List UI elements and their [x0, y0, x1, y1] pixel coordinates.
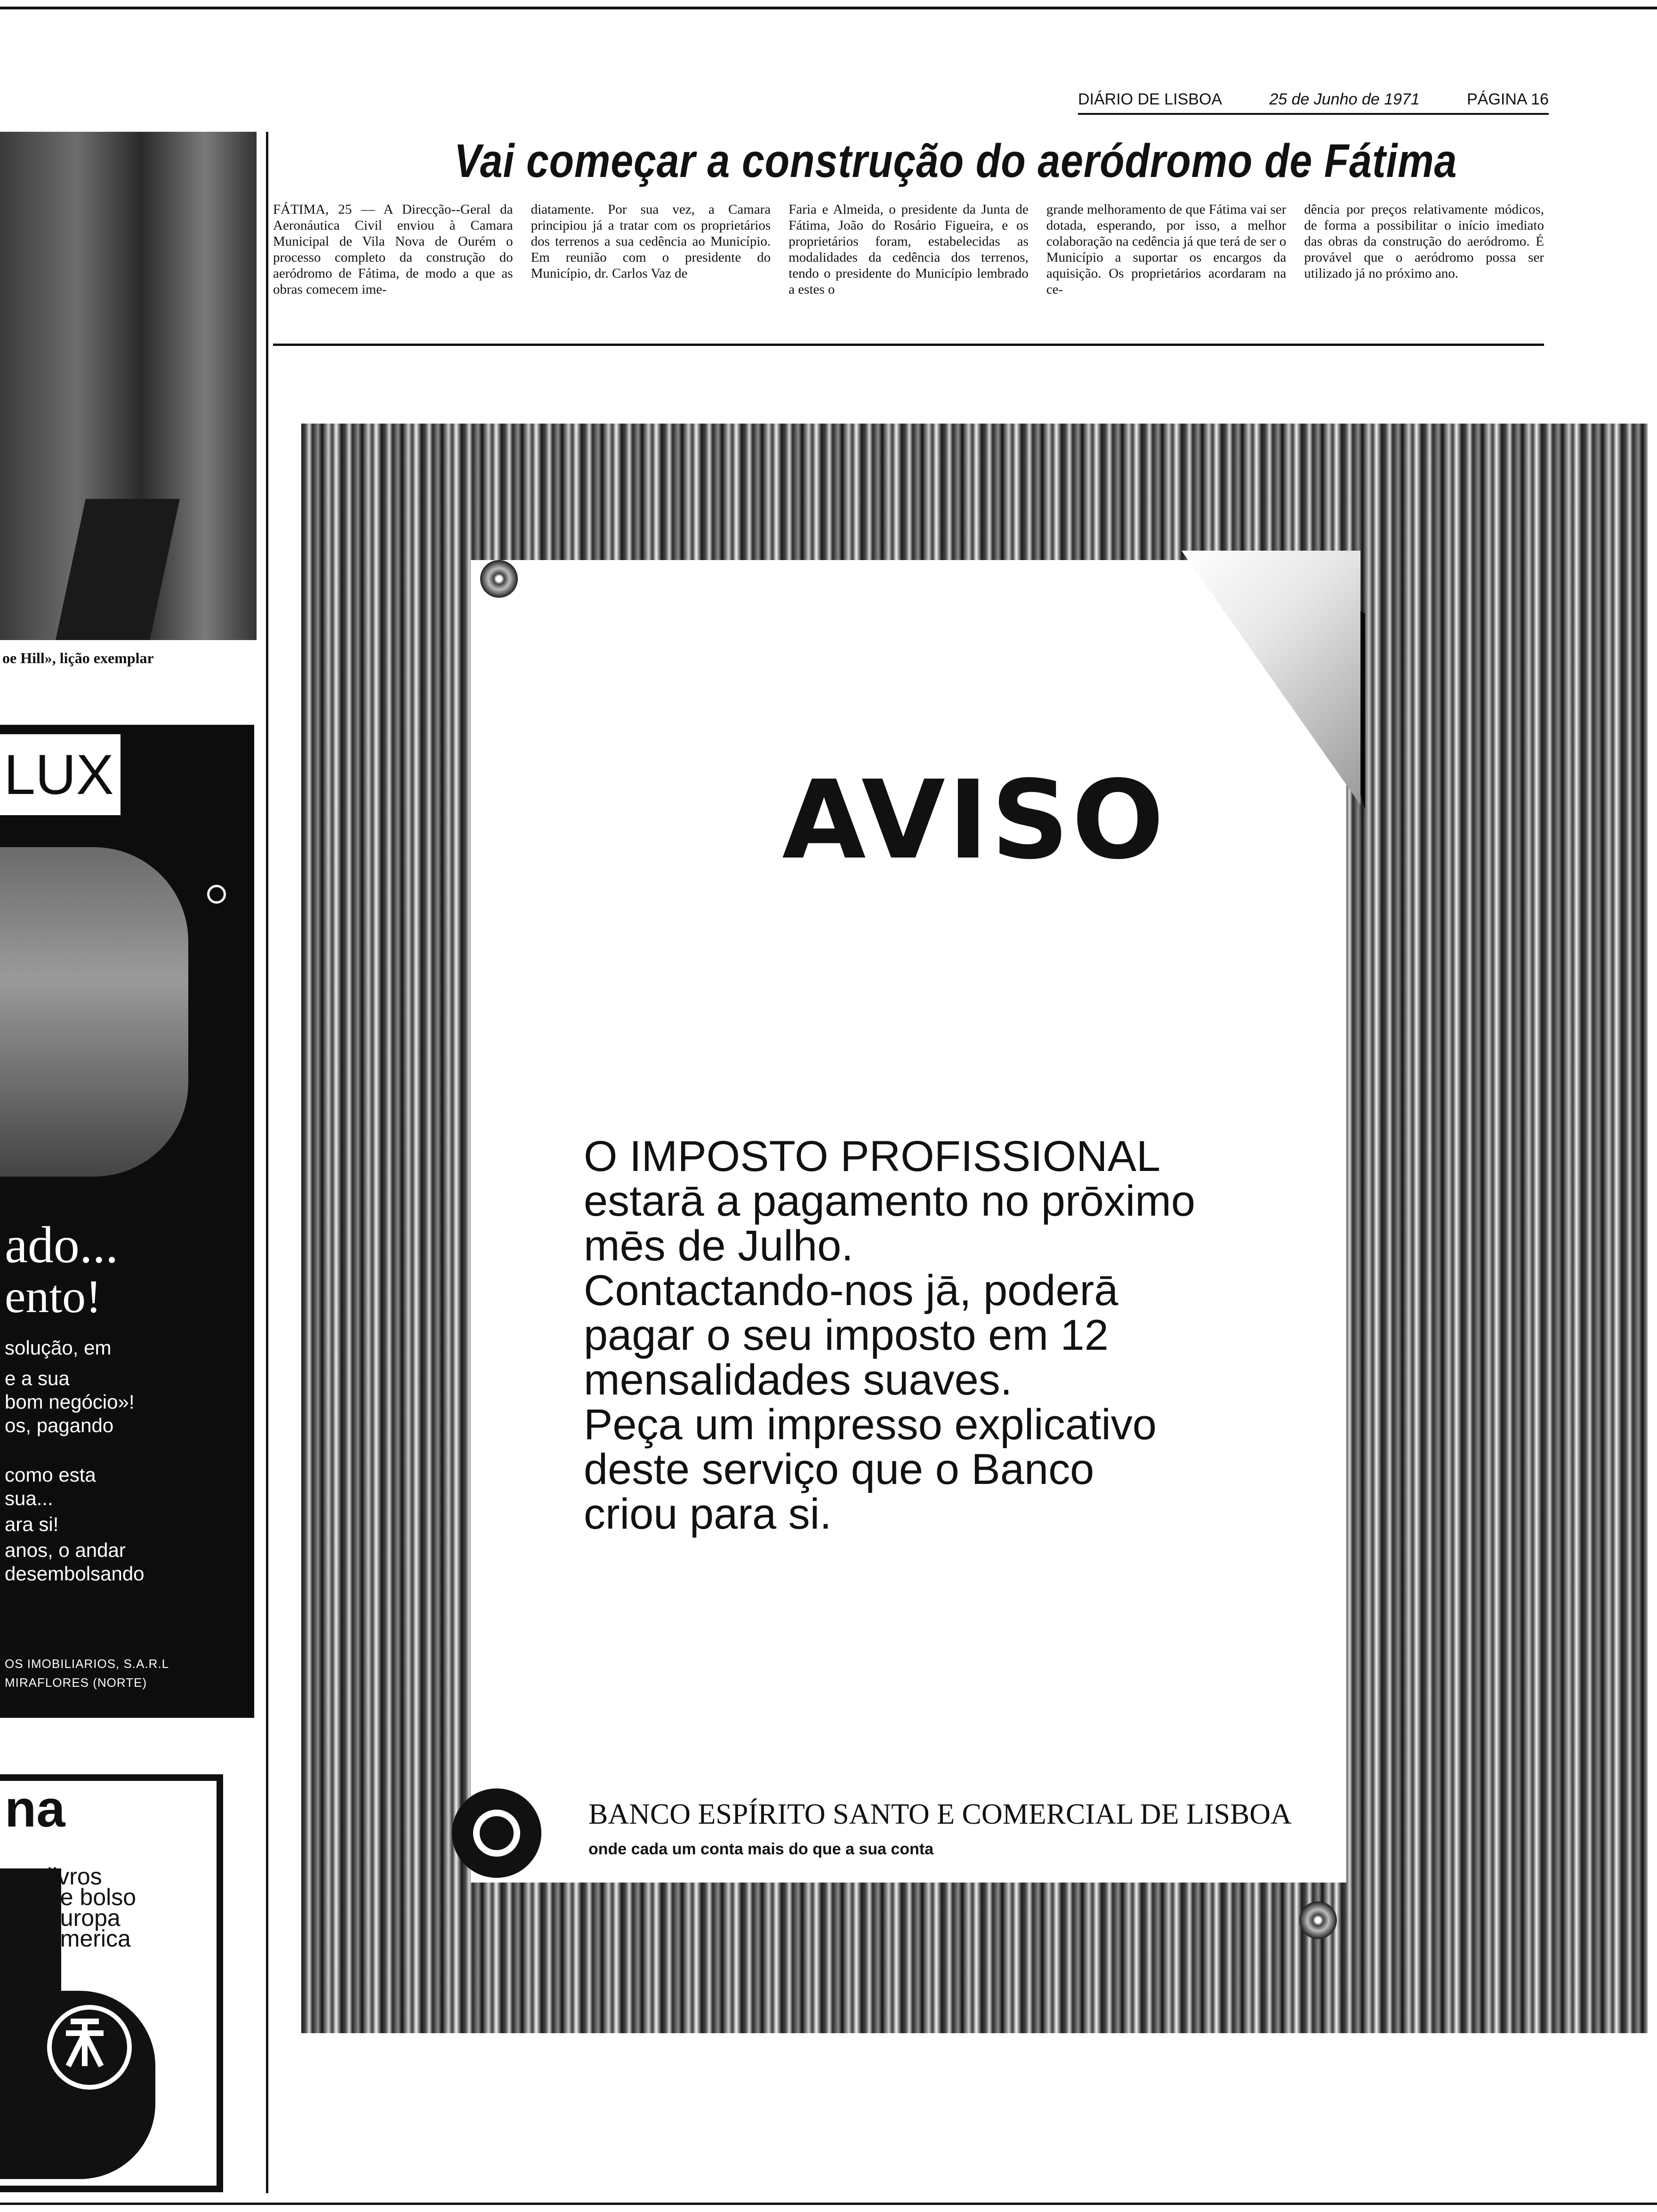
- ad-title: AVISO: [782, 758, 1167, 883]
- book-ad-line: europa: [47, 1905, 121, 1931]
- bank-slogan: onde cada um conta mais do que a sua conta: [588, 1840, 934, 1858]
- page-number: PÁGINA 16: [1467, 90, 1549, 108]
- article-column-2: diatamente. Por sua vez, a Camara principiou já a tratar com os proprietários dos terrenos a sua cedência ao Município. Em reunião com o presidente do Município, dr. Carlos Vaz de: [531, 202, 771, 281]
- ad-address: MIRAFLORES (NORTE): [5, 1675, 147, 1690]
- ad-body: [584, 1134, 1290, 1537]
- ad-line: bom negócio»!: [5, 1391, 135, 1413]
- building-photo: [0, 847, 188, 1177]
- article-column-5: dência por preços relativamente módicos, de forma a possibilitar o início imediato das obras da construção do aeródromo. É provável que o aeródromo possa ser utilizado já no próximo ano.: [1304, 202, 1544, 281]
- article-headline: Vai começar a construção do aeródromo de Fátima: [454, 135, 1457, 187]
- book-ad-line: de bolso: [47, 1884, 137, 1910]
- ad-body-line: estarā a pagamento no prōximo: [584, 1177, 1196, 1225]
- book-ad-line: america: [47, 1925, 131, 1952]
- ad-line: e a sua: [5, 1367, 70, 1389]
- registered-mark-icon: [207, 885, 226, 904]
- ad-body-line: pagar o seu imposto em 12: [584, 1311, 1109, 1359]
- masthead: [1078, 90, 1549, 114]
- ad-body-line: deste serviço que o Banco: [584, 1445, 1094, 1493]
- ad-line: anos, o andar: [5, 1539, 126, 1561]
- ad-line: desembolsando: [5, 1563, 145, 1585]
- ad-body-line: Contactando-nos jā, poderā: [584, 1266, 1118, 1314]
- ad-line: os, pagando: [5, 1414, 114, 1436]
- ad-headline-1: ado...: [5, 1216, 119, 1274]
- ad-line: sua...: [5, 1487, 53, 1509]
- article-column-4: grande melhoramento de que Fátima vai ser dotada, esperando, por isso, a melhor colaboração na cedência já que terá de ser o Município a suportar os encargos da aquisição. Os proprietários acordaram na ce-: [1046, 202, 1287, 297]
- article-bottom-rule: [273, 344, 1544, 346]
- bottom-border: [0, 2203, 1657, 2205]
- photo-caption: oe Hill», lição exemplar: [2, 649, 154, 666]
- bank-name: BANCO ESPÍRITO SANTO E COMERCIAL DE LISBOA: [588, 1798, 1292, 1830]
- ad-company: OS IMOBILIARIOS, S.A.R.L: [5, 1657, 169, 1671]
- ad-body-line: criou para si.: [584, 1490, 832, 1538]
- news-photo: [0, 132, 257, 640]
- pin-icon: [1299, 1901, 1337, 1939]
- book-ad-line: livros: [47, 1863, 102, 1890]
- pin-icon: [480, 560, 518, 598]
- ad-line: ara si!: [5, 1513, 59, 1535]
- book-ad-text: [47, 1863, 137, 1952]
- column-divider: [266, 132, 268, 2193]
- ad-body-line: Peça um impresso explicativo: [584, 1401, 1157, 1449]
- book-ad-brand: na: [5, 1780, 65, 1838]
- ad-line: como esta: [5, 1464, 96, 1486]
- ad-body-line: O IMPOSTO PROFISSIONAL: [584, 1132, 1161, 1180]
- top-border: [0, 7, 1657, 9]
- ad-brand-lux: LUX: [0, 734, 121, 815]
- bank-logo-icon: [452, 1788, 541, 1878]
- publisher-logo-icon: [47, 2005, 132, 2090]
- article-column-1: FÁTIMA, 25 — A Direcção--Geral da Aeronáutica Civil enviou à Camara Municipal de Vila Nova de Ourém o processo completo da construção do aeródromo de Fátima, de modo a que as obras comecem ime-: [273, 202, 513, 297]
- ad-body-line: mensalidades suaves.: [584, 1356, 1013, 1404]
- bank-advertisement: [301, 424, 1648, 2033]
- paper-name: DIÁRIO DE LISBOA: [1078, 90, 1223, 108]
- issue-date: 25 de Junho de 1971: [1269, 90, 1420, 108]
- ad-line: solução, em: [5, 1337, 112, 1359]
- ad-body-line: mēs de Julho.: [584, 1222, 853, 1270]
- ad-headline-2: ento!: [5, 1270, 102, 1322]
- article-body: [273, 201, 1544, 329]
- article-column-3: Faria e Almeida, o presidente da Junta de Fátima, João do Rosário Figueira, e os proprietários foram, estabelecidas as modalidades da cedência dos terrenos, tendo o presidente do Município lembrado a estes o: [788, 202, 1029, 297]
